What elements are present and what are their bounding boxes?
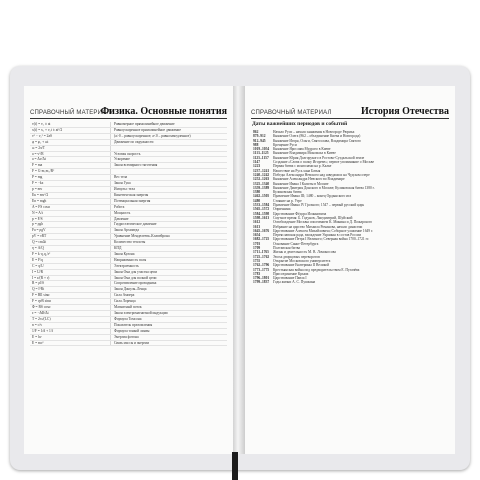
- physics-law-name: Сопротивление проводника: [114, 281, 157, 286]
- history-event-year: 1654: [253, 233, 261, 238]
- history-event-year: 1598–1613: [253, 215, 270, 220]
- history-event-text: Присоединение Крыма: [273, 271, 309, 276]
- history-event-row: [251, 280, 449, 284]
- history-event-text: Эпоха дворцовых переворотов: [273, 254, 320, 259]
- physics-law-name: Закон электромагнитной индукции: [114, 311, 168, 315]
- physics-formula: p = ρgh: [30, 222, 111, 227]
- history-event-year: 1237–1241: [253, 168, 270, 173]
- history-event-text: Опричнина: [273, 207, 291, 212]
- history-event-text: Куликовская битва: [273, 190, 302, 195]
- history-event-text: Княжение Юрия Долгорукого в Ростово-Суздальской земле: [273, 155, 365, 160]
- physics-law-name: [111, 146, 227, 151]
- physics-table: [30, 122, 227, 346]
- history-event-text: Княжение Владимира Мономаха в Киеве: [273, 151, 336, 156]
- history-event-year: 1584–1598: [253, 211, 270, 216]
- physics-formula: φ = φ₀ + ωt: [30, 140, 111, 145]
- history-event-year: 1762–1796: [253, 263, 270, 268]
- right-header-label: СПРАВОЧНЫЙ МАТЕРИАЛ: [251, 110, 332, 116]
- history-event-year: 912–945: [253, 138, 266, 143]
- history-event-year: 862: [253, 130, 259, 134]
- history-event-text: Освобождение Москвы ополчением К. Минина и Д. Пожарского: [273, 220, 373, 225]
- physics-formula: η = A/Q: [30, 246, 111, 251]
- physics-law-name: Напряженность поля: [114, 257, 147, 262]
- physics-formula: Eк = mv²/2: [30, 193, 111, 198]
- physics-formula: Eп = mgh: [30, 199, 111, 204]
- history-event-year: 1462–1505: [253, 194, 270, 199]
- physics-formula: v² − v₀² = 2aS: [30, 134, 111, 139]
- history-event-text: Правление Ивана III; 1480 – конец Ордынского ига: [273, 194, 352, 199]
- physics-formula: F = k·q₁q₂/r²: [30, 252, 111, 257]
- physics-law-name: Потенциальная энергия: [114, 198, 151, 203]
- physics-law-name: [111, 169, 227, 174]
- physics-formula: ω = 2π/T: [30, 146, 111, 151]
- history-event-text: Стояние на р. Угре: [273, 198, 302, 203]
- history-event-text: Создание «Слова о полку Игореве»; первое упоминание о Москве: [273, 160, 375, 165]
- physics-law-name: Вес тела: [114, 175, 128, 180]
- physics-formula: I = U/R: [30, 270, 111, 275]
- physics-law-name: Закон Гука: [114, 181, 131, 186]
- history-timeline: [251, 130, 449, 285]
- history-event-year: 1645–1676: [253, 228, 270, 233]
- history-event-text: Переяславская рада, вхождение Украины в состав России: [273, 233, 362, 238]
- history-event-text: Начало Руси – начало княжения в Новгороде Рюрика: [273, 130, 355, 134]
- physics-law-name: Давление: [114, 216, 129, 221]
- physics-law-name: Энергия фотона: [114, 334, 139, 339]
- history-event-text: Смутное время: Б. Годунов, Лжедмитрий, Шуйский: [273, 215, 353, 220]
- physics-law-name: Уравнение Менделеева–Клапейрона: [114, 234, 170, 239]
- physics-law-name: Равномерное прямолинейное движение: [114, 122, 175, 126]
- history-event-text: Княжение Ивана I Калиты в Москве: [273, 181, 329, 186]
- history-event-text: Победы Александра Невского над шведами и на Чудском озере: [273, 172, 370, 177]
- physics-formula: F = G·m₁m₂/R²: [30, 169, 111, 174]
- physics-law-name: Показатель преломления: [114, 322, 153, 327]
- physics-formula: Q = cmΔt: [30, 240, 111, 245]
- physics-law-name: Электроемкость: [114, 263, 139, 268]
- physics-law-name: КПД: [114, 246, 122, 251]
- physics-formula: Fa = ρgV: [30, 228, 111, 233]
- physics-formula: E = F/q: [30, 258, 111, 263]
- physics-law-name: Кинетическая энергия: [114, 192, 149, 197]
- physics-formula: N = A/t: [30, 211, 111, 216]
- history-event-text: Полтавская битва: [273, 246, 301, 251]
- physics-law-name: Импульс тела: [114, 186, 135, 191]
- history-event-text: Княжение Ярослава Мудрого в Киеве: [273, 147, 331, 152]
- physics-formula: ε = −ΔΦ/Δt: [30, 311, 111, 316]
- physics-formula: I = ε/(R + r): [30, 276, 111, 281]
- history-event-text: Первая битва с монголами на р. Калке: [273, 164, 332, 169]
- history-event-year: 1796–1801: [253, 276, 270, 281]
- physics-formula: F = BIl sinα: [30, 293, 111, 298]
- history-subtitle: Даты важнейших периодов и событий: [252, 121, 348, 127]
- history-event-text: Крестьянская война под предводительством Е. Пугачёва: [273, 267, 360, 272]
- history-event-year: 879–912: [253, 134, 266, 139]
- history-event-text: Избрание на царство Михаила Романова, начало династии: [273, 224, 363, 229]
- right-page-title: История Отечества: [360, 106, 449, 117]
- physics-law-name: Закон Ома для участка цепи: [114, 269, 158, 274]
- history-event-year: 1773–1775: [253, 267, 270, 272]
- history-event-year: 1709: [253, 246, 261, 251]
- right-page-header: [251, 104, 449, 119]
- physics-formula: C = q/U: [30, 264, 111, 269]
- history-event-text: Царствование Павла I: [273, 276, 307, 281]
- physics-law-name: Количество теплоты: [114, 240, 146, 245]
- left-page-physics: [24, 86, 234, 454]
- physics-law-name: Движение по окружности: [114, 139, 154, 144]
- history-event-year: 1783: [253, 271, 261, 276]
- physics-law-name: Закон Ома для полной цепи: [114, 275, 157, 280]
- history-event-year: 1240–1242: [253, 172, 270, 177]
- history-event-text: Княжение Игоря, Ольги, Святослава, Владимира Святого: [273, 138, 361, 143]
- history-event-year: 1711–1765: [253, 250, 269, 255]
- history-event-text: Княжение Олега (862 – объединение Киева и Новгорода): [273, 134, 361, 139]
- physics-law-name: (a>0 – равноускоренное; a<0 – равнозамедленное): [114, 133, 191, 138]
- history-event-year: 1682–1725: [253, 237, 270, 242]
- history-event-text: Годы жизни А. С. Пушкина: [273, 280, 316, 285]
- physics-row: [30, 341, 227, 347]
- physics-formula: F = ma: [30, 163, 111, 168]
- history-event-text: Царствование Фёдора Иоанновича: [273, 211, 327, 216]
- physics-formula: a = Δv/Δt: [30, 157, 111, 162]
- history-event-year: 988: [253, 142, 259, 147]
- left-page-title: Физика. Основные понятия: [100, 106, 227, 117]
- history-event-year: 1725–1762: [253, 254, 270, 259]
- history-event-text: Княжение Александра Невского во Владимире: [273, 177, 345, 182]
- history-event-year: 1019–1054: [253, 147, 270, 152]
- history-event-year: 1125–1157: [253, 155, 269, 160]
- right-page-history: [244, 86, 455, 454]
- physics-law-name: Закон Кулона: [114, 251, 135, 256]
- physics-formula: 1/F = 1/d + 1/f: [30, 329, 111, 334]
- history-event-text: Правление Ивана IV Грозного; 1547 – первый русский царь: [273, 203, 365, 208]
- physics-formula: T = 2π√(LC): [30, 317, 111, 322]
- physics-law-name: Гидростатическое давление: [114, 222, 157, 227]
- history-event-year: 1359–1389: [253, 185, 270, 190]
- physics-formula: a = v²/R: [30, 152, 111, 157]
- physics-law-name: Работа: [114, 204, 125, 209]
- physics-law-name: Закон Джоуля–Ленца: [114, 287, 147, 292]
- history-event-year: 1252–1263: [253, 177, 270, 182]
- history-event-text: Открытие Московского университета: [273, 258, 331, 263]
- physics-law-name: Сила Лоренца: [114, 299, 136, 304]
- history-event-text: Царствование Екатерины II Великой: [273, 263, 330, 268]
- physics-law-name: Закон всемирного тяготения: [114, 163, 158, 168]
- history-event-year: 1799–1837: [253, 280, 270, 285]
- physics-formula: P = mg: [30, 175, 111, 180]
- physics-law-name: Ускорение: [114, 157, 130, 162]
- physics-law-name: Формула Томсона: [114, 316, 142, 321]
- physics-law-name: Формула тонкой линзы: [114, 328, 150, 333]
- history-event-year: 1223: [253, 164, 261, 169]
- history-event-year: 1565–1572: [253, 207, 270, 212]
- physics-formula: p = mv: [30, 187, 111, 192]
- physics-formula: x(t) = x₀ + v₀t ± at²/2: [30, 128, 111, 133]
- physics-formula: Q = I²Rt: [30, 287, 111, 292]
- physics-law-name: Мощность: [114, 210, 131, 215]
- history-event-year: 1612: [253, 220, 261, 225]
- history-event-year: 1380: [253, 190, 261, 195]
- physics-formula: E = hν: [30, 335, 111, 340]
- physics-formula: F = −kx: [30, 181, 111, 186]
- history-event-year: 1533–1584: [253, 203, 270, 208]
- physics-formula: pV = νRT: [30, 234, 111, 239]
- history-event-year: 1755: [253, 258, 261, 263]
- history-event-text: Царствование Алексея Михайловича; Соборное уложение 1649 г.: [273, 228, 373, 233]
- physics-formula: F = qvB sinα: [30, 299, 111, 304]
- history-event-year: 1113–1125: [253, 151, 269, 156]
- physics-law-name: Магнитный поток: [114, 305, 142, 310]
- history-event-year: 1703: [253, 241, 261, 246]
- bookmark-ribbon: [232, 452, 238, 480]
- left-page-header: [30, 104, 227, 119]
- history-event-text: Княжение Дмитрия Донского в Москве; Куликовская битва 1380 г.: [273, 185, 375, 190]
- left-header-label: СПРАВОЧНЫЙ МАТЕРИАЛ: [30, 110, 111, 116]
- physics-formula: R = ρl/S: [30, 281, 111, 286]
- physics-law-name: Закон Архимеда: [114, 228, 139, 233]
- physics-formula: A = FS cosα: [30, 205, 111, 210]
- physics-law-name: Сила Ампера: [114, 293, 135, 298]
- history-event-year: 1147: [253, 160, 260, 165]
- physics-formula: p = F/S: [30, 217, 111, 222]
- history-event-text: Жизнь и деятельность М. В. Ломоносова: [273, 250, 336, 255]
- physics-formula: v(t) = v₀ ± at: [30, 122, 111, 127]
- physics-law-name: Угловая скорость: [114, 151, 141, 156]
- physics-law-name: Равноускоренное прямолинейное движение: [114, 127, 181, 132]
- physics-law-name: Связь массы и энергии: [114, 340, 150, 345]
- physics-formula: n = c/v: [30, 323, 111, 328]
- book-spine-gutter: [233, 86, 244, 454]
- history-event-text: Основание Санкт-Петербурга: [273, 241, 319, 246]
- history-event-year: 1613: [253, 224, 261, 229]
- history-event-text: Нашествие на Русь хана Батыя: [273, 168, 321, 173]
- history-event-text: Крещение Руси: [273, 142, 297, 147]
- history-event-year: 1480: [253, 198, 261, 203]
- physics-formula: E = mc²: [30, 341, 111, 346]
- history-event-year: 1325–1340: [253, 181, 270, 186]
- history-event-text: Царствование Петра I Великого; Северная война 1700–1721 гг.: [273, 237, 370, 242]
- physics-formula: Φ = BS cosα: [30, 305, 111, 310]
